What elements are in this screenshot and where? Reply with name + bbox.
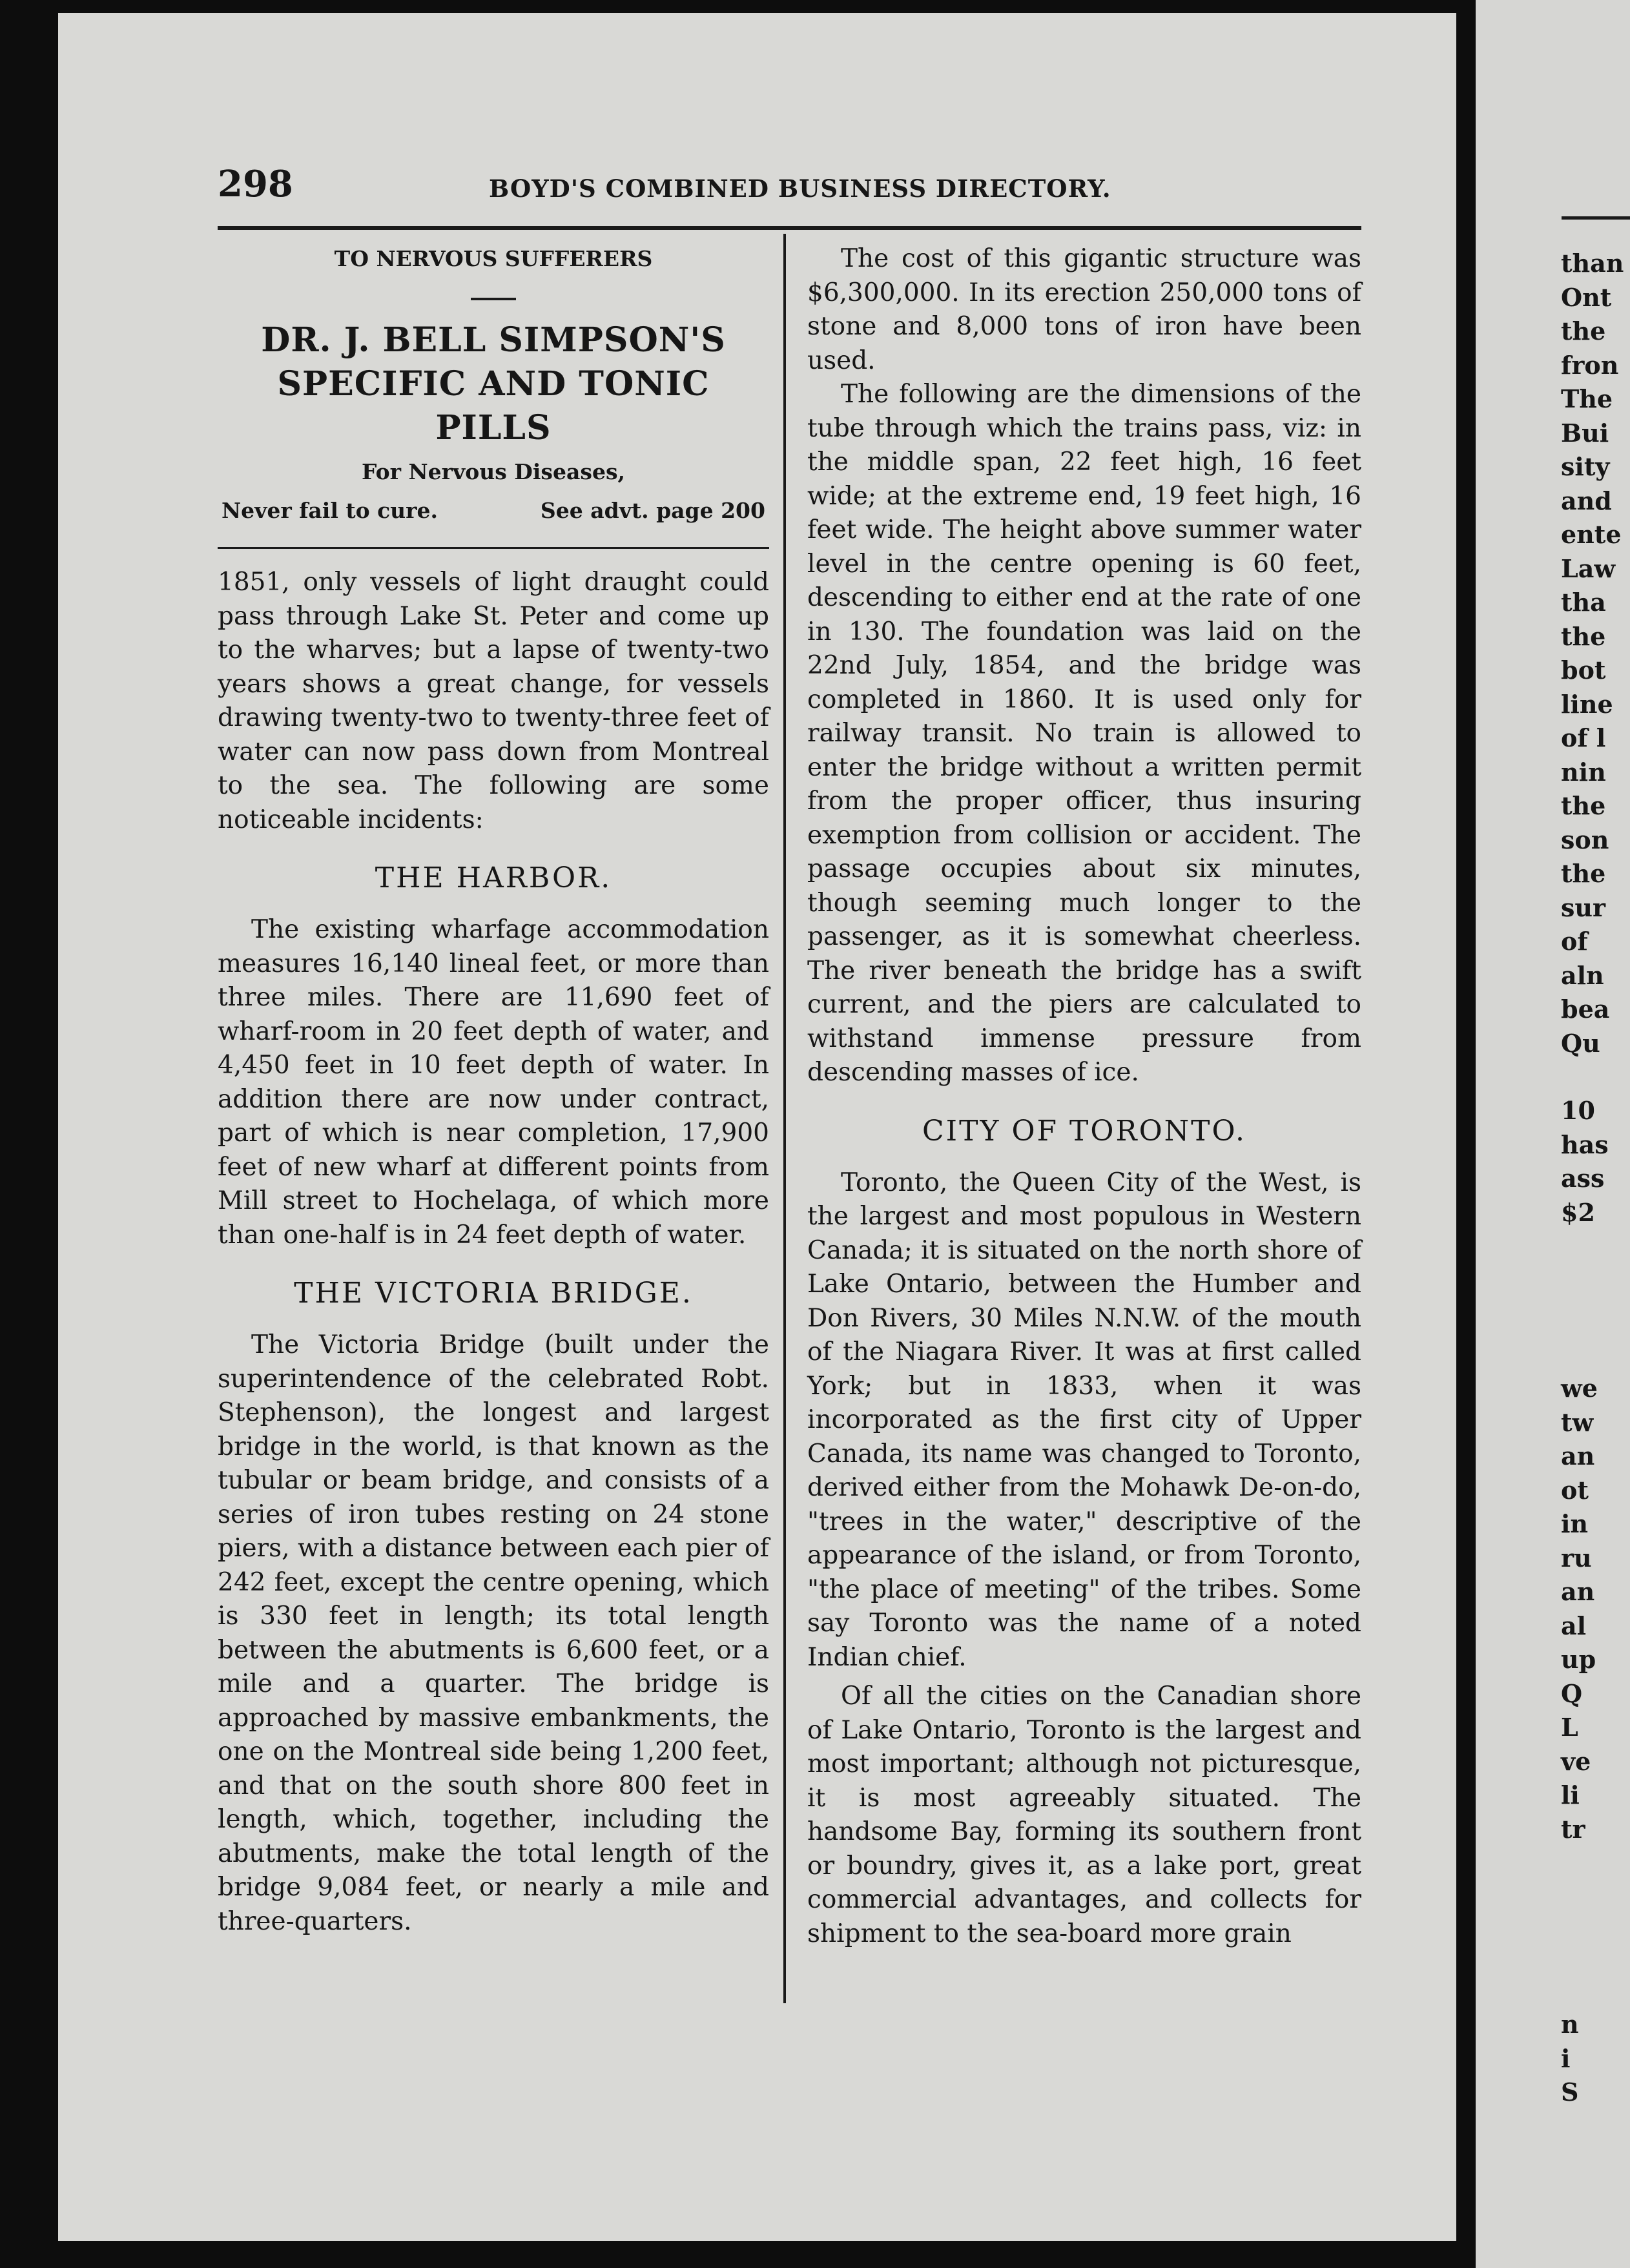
intro-paragraph: 1851, only vessels of light draught could pass through Lake St. Peter and come up to the wharves; but a lapse of twenty-two years shows a great change, for vessels drawing twenty-two to twenty-three feet of water can now pass down from Montreal to the sea. The following are some noticeable incidents: xyxy=(218,568,769,834)
facing-page-fragment: son xyxy=(1561,825,1609,854)
facing-page-fragment: The xyxy=(1561,384,1613,413)
facing-page-fragment: Ont xyxy=(1561,282,1612,312)
facing-page-fragment: fron xyxy=(1561,350,1619,380)
harbor-paragraph: The existing wharfage accommodation measures 16,140 lineal feet, or more than three miles. There are 11,690 feet of wharf-room in 20 feet depth of water, and 4,450 feet in 10 feet depth of water. In addition there are now under contract, part of which is near completion, 17,900 feet of new wharf at different points from Mill street to Hochelaga, of which more than one-half is in 24 feet depth of water. xyxy=(218,915,769,1250)
left-column xyxy=(218,242,769,1939)
facing-page-fragment: of l xyxy=(1561,723,1606,752)
facing-page-fragment: $2 xyxy=(1561,1197,1595,1227)
facing-page-fragment: Bui xyxy=(1561,418,1609,448)
facing-page-fragment: tw xyxy=(1561,1407,1594,1437)
facing-page-fragment: an xyxy=(1561,1577,1595,1606)
facing-page-fragment: aln xyxy=(1561,960,1604,990)
facing-page-spacer xyxy=(1561,213,1630,247)
fragment-gap xyxy=(1561,1060,1630,1094)
facing-page-fragment: i xyxy=(1561,2043,1571,2073)
facing-page-fragment: up xyxy=(1561,1645,1596,1674)
facing-page-text xyxy=(1561,213,1630,2110)
facing-page-fragment: we xyxy=(1561,1374,1598,1403)
harbor-title: THE HARBOR. xyxy=(375,861,612,894)
facing-page-fragment: tr xyxy=(1561,1814,1585,1844)
facing-page-fragment: ve xyxy=(1561,1746,1591,1776)
facing-page-fragment: bot xyxy=(1561,655,1606,685)
advertisement xyxy=(218,242,769,529)
cities-paragraph: Of all the cities on the Canadian shore of Lake Ontario, Toronto is the largest and most important; although not picturesque, it is most agreeably situated. The handsome Bay, forming its southern front or boundry, gives it, as a lake port, great commercial advantages, and collects for shipment to the sea-board more grain xyxy=(807,1682,1361,1948)
fragment-block-1 xyxy=(1561,247,1630,1060)
facing-page-fragment: nin xyxy=(1561,757,1606,787)
facing-page-fragment: li xyxy=(1561,1780,1580,1809)
facing-page-fragment: the xyxy=(1561,791,1606,820)
facing-page-fragment: tha xyxy=(1561,588,1606,617)
facing-page-fragment: the xyxy=(1561,859,1606,888)
fragment-gap xyxy=(1561,1230,1630,1372)
facing-page-fragment: al xyxy=(1561,1611,1587,1640)
toronto-paragraph: Toronto, the Queen City of the West, is the largest and most populous in Western Canada; it is situated on the north shore of Lake Ontario, between the Humber and Don Rivers, 30 Miles N.N.W. of the mouth of the Niagara River. It was at first called York; but in 1833, when it was incorporated as the first city of Upper Canada, its name was changed to Toronto, derived either from the Mohawk De-on-do, "trees in the water," descriptive of the appearance of the island, or from Toronto, "the place of meeting" of the tribes. Some say Toronto was the name of a noted Indian chief. xyxy=(807,1168,1361,1672)
facing-page-fragment: n xyxy=(1561,2010,1579,2039)
header-rule xyxy=(218,226,1361,230)
bridge-paragraph: The Victoria Bridge (built under the superintendence of the celebrated Robt. Stephenson), the longest and largest bridge in the world, is that known as the tubular or beam bridge, and consists of a series of iron tubes resting on 24 stone piers, with a distance between each pier of 242 feet, except the centre opening, which is 330 feet in length; its total length between the abutments is 6,600 feet, or a mile and a quarter. The bridge is approached by massive embankments, the one on the Montreal side being 1,200 feet, and that on the south shore 800 feet in length, which, together, including the abutments, make the total length of the bridge 9,084 feet, or nearly a mile and three-quarters. xyxy=(218,1330,769,1936)
facing-page-fragment: L xyxy=(1561,1713,1578,1742)
page-header xyxy=(218,163,1361,214)
dimensions-paragraph: The following are the dimensions of the tube through which the trains pass, viz: in the middle span, 22 feet high, 16 feet wide; at the extreme end, 19 feet high, 16 feet wide. The height above summer water level in the centre opening is 60 feet, descending to either end at the rate of one in 130. The foundation was laid on the 22nd July, 1854, and the bridge was completed in 1860. It is used only for railway transit. No train is allowed to enter the bridge without a written permit from the proper officer, thus insuring exemption from collision or accident. The passage occupies about six minutes, though seeming much longer to the passenger, as it is somewhat cheerless. The river beneath the bridge has a swift current, and the piers are calculated to withstand immense pressure from descending masses of ice. xyxy=(807,380,1361,1087)
advert-subtitle: For Nervous Diseases, xyxy=(361,459,626,484)
facing-page-fragment: Q xyxy=(1561,1678,1583,1708)
facing-page-fragment: than xyxy=(1561,249,1624,278)
facing-page-fragment: sity xyxy=(1561,452,1610,481)
cost-paragraph: The cost of this gigantic structure was $6,300,000. In its erection 250,000 tons of stone and 8,000 tons of iron have been used. xyxy=(807,244,1361,375)
advert-right-note: See advt. page 200 xyxy=(540,498,765,523)
facing-page-fragment: has xyxy=(1561,1129,1609,1159)
advert-heading: TO NERVOUS SUFFERERS xyxy=(334,246,653,271)
facing-page-fragment: sur xyxy=(1561,892,1606,922)
facing-page-fragment: ente xyxy=(1561,520,1622,549)
page-number: 298 xyxy=(218,163,293,205)
fragment-block-4 xyxy=(1561,2008,1630,2110)
facing-page-fragment: in xyxy=(1561,1509,1589,1538)
facing-page-fragment: ass xyxy=(1561,1164,1605,1193)
advert-notes xyxy=(218,493,769,529)
advert-title-line1: DR. J. BELL SIMPSON'S xyxy=(261,320,726,360)
facing-page-fragment: of xyxy=(1561,927,1588,956)
column-divider xyxy=(783,234,786,2003)
toronto-title: CITY OF TORONTO. xyxy=(922,1114,1246,1148)
right-column xyxy=(807,242,1361,1951)
facing-page-fragment: an xyxy=(1561,1441,1595,1470)
advert-rule xyxy=(218,547,769,549)
bridge-title: THE VICTORIA BRIDGE. xyxy=(294,1277,693,1310)
facing-page-fragment: the xyxy=(1561,316,1606,345)
advert-title-line2: SPECIFIC AND TONIC PILLS xyxy=(277,364,710,448)
advert-dash xyxy=(471,298,516,300)
fragment-gap xyxy=(1561,1846,1630,2008)
facing-page-fragment: ot xyxy=(1561,1475,1589,1505)
facing-page-fragment: Qu xyxy=(1561,1028,1600,1058)
facing-page-fragment: bea xyxy=(1561,995,1610,1024)
facing-page-fragment: S xyxy=(1561,2077,1579,2107)
fragment-block-2 xyxy=(1561,1094,1630,1230)
facing-page-fragment: line xyxy=(1561,689,1613,719)
fragment-block-3 xyxy=(1561,1372,1630,1846)
facing-page-fragment: ru xyxy=(1561,1543,1592,1572)
facing-page-fragment: the xyxy=(1561,621,1606,651)
facing-page-fragment: Law xyxy=(1561,553,1616,583)
facing-page-fragment: 10 xyxy=(1561,1096,1595,1125)
paragraph-gap xyxy=(807,1675,1361,1680)
running-title: BOYD'S COMBINED BUSINESS DIRECTORY. xyxy=(489,174,1111,203)
facing-page-fragment: and xyxy=(1561,486,1612,515)
advert-left-note: Never fail to cure. xyxy=(222,498,438,523)
